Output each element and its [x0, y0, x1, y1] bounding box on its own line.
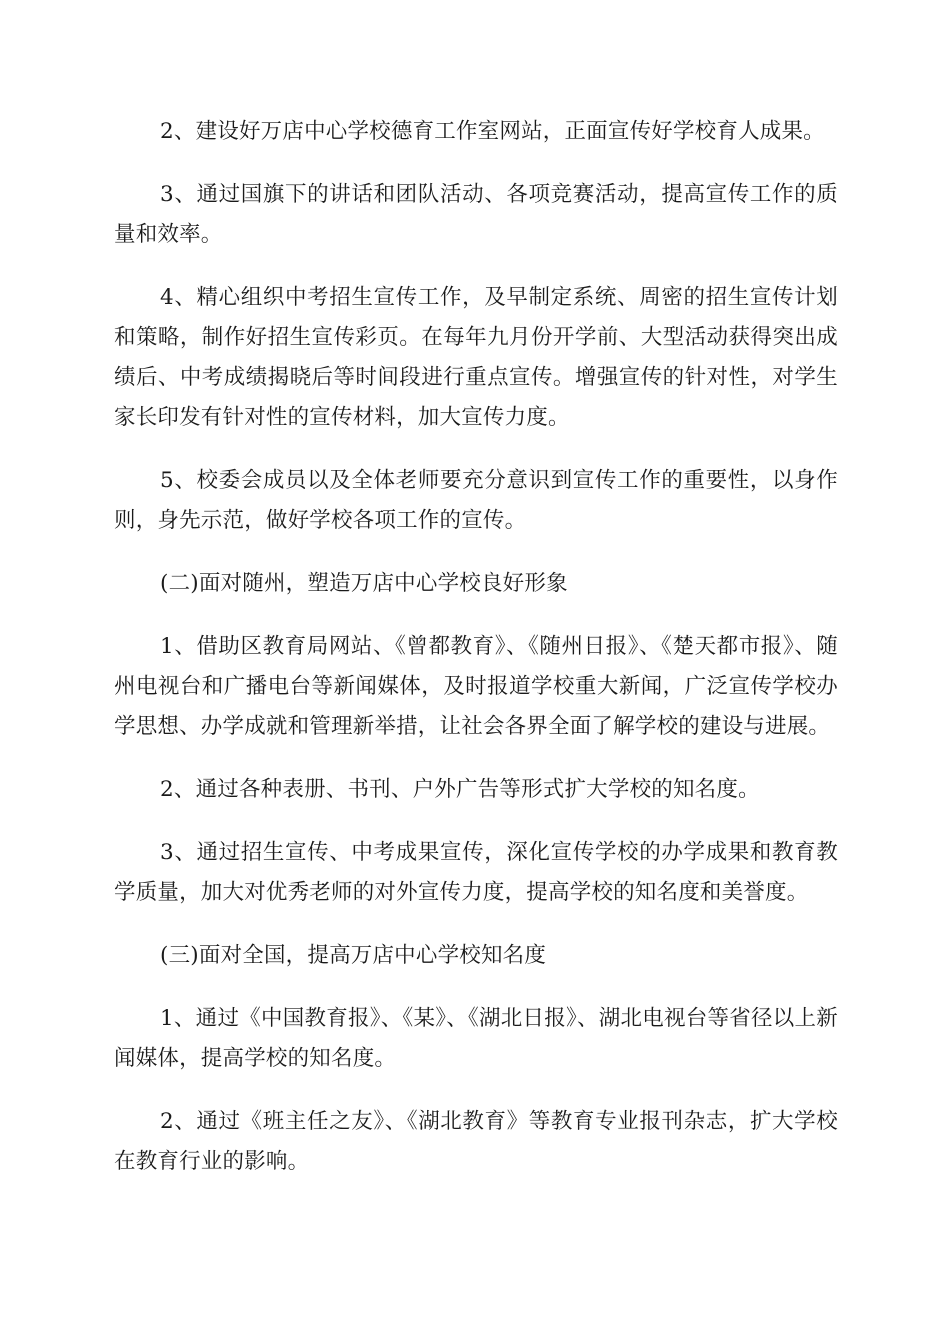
section-heading-national: (三)面对全国，提高万店中心学校知名度	[160, 943, 547, 968]
paragraph-item-2-website: 2、建设好万店中心学校德育工作室网站，正面宣传好学校育人成果。	[160, 119, 825, 144]
section-heading-suizhou: (二)面对随州，塑造万店中心学校良好形象	[160, 571, 568, 596]
paragraph-item-2-publications: 2、通过各种表册、书刊、户外广告等形式扩大学校的知名度。	[160, 777, 760, 802]
paragraph-item-2-journals: 2、通过《班主任之友》、《湖北教育》等教育专业报刊杂志，扩大学校在教育行业的影响。	[114, 1109, 838, 1174]
paragraph-item-3-flag-speech: 3、通过国旗下的讲话和团队活动、各项竞赛活动，提高宣传工作的质量和效率。	[114, 182, 838, 247]
document-page	[114, 112, 838, 1205]
paragraph-item-1-national-media: 1、通过《中国教育报》、《某》、《湖北日报》、湖北电视台等省径以上新闻媒体，提高学校的知名度。	[114, 1006, 838, 1071]
paragraph-item-5-staff: 5、校委会成员以及全体老师要充分意识到宣传工作的重要性，以身作则，身先示范，做好学校各项工作的宣传。	[114, 468, 838, 533]
paragraph-item-1-media: 1、借助区教育局网站、《曾都教育》、《随州日报》、《楚天都市报》、随州电视台和广播电台等新闻媒体，及时报道学校重大新闻，广泛宣传学校办学思想、办学成就和管理新举措，让社会各界全面了解学校的建设与进展。	[114, 634, 838, 739]
paragraph-item-3-results: 3、通过招生宣传、中考成果宣传，深化宣传学校的办学成果和教育教学质量，加大对优秀老师的对外宣传力度，提高学校的知名度和美誉度。	[114, 840, 838, 905]
paragraph-item-4-enrollment: 4、精心组织中考招生宣传工作，及早制定系统、周密的招生宣传计划和策略，制作好招生宣传彩页。在每年九月份开学前、大型活动获得突出成绩后、中考成绩揭晓后等时间段进行重点宣传。增强宣传的针对性，对学生家长印发有针对性的宣传材料，加大宣传力度。	[114, 285, 838, 430]
